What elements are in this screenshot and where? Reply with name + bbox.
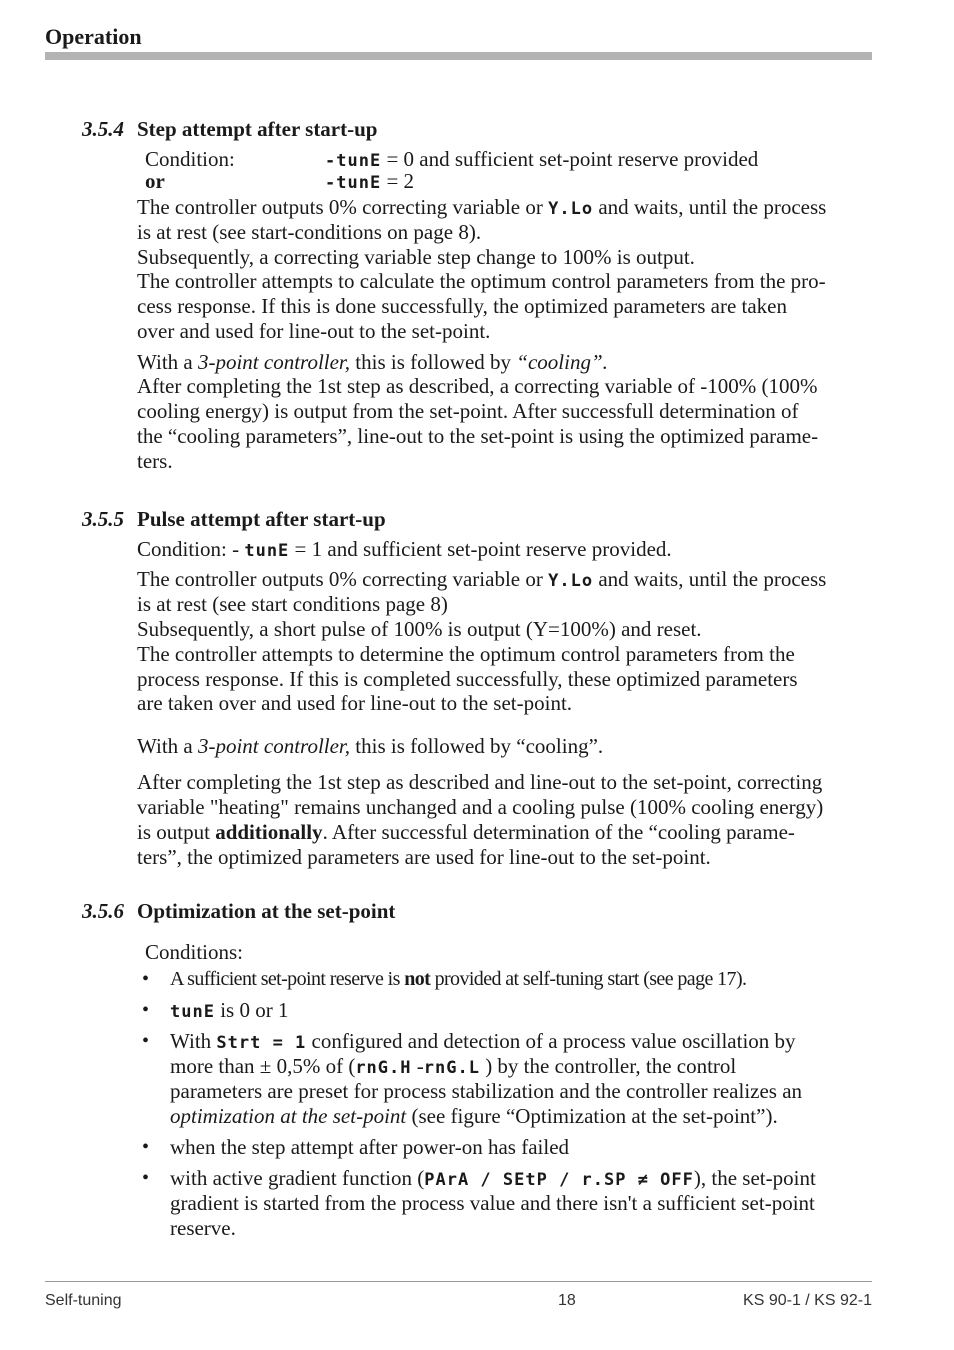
paragraph-line: After completing the 1st step as described, a correcting variable of -100% (100% [137, 374, 818, 398]
section-heading-3-5-6 [82, 899, 395, 924]
paragraph-line [137, 567, 826, 594]
ylo-code: Y.Lo [548, 199, 594, 219]
text: With a [137, 734, 193, 758]
page-header-title: Operation [45, 24, 142, 49]
footer-section: Self-tuning [45, 1292, 122, 1309]
rng-l-code: rnG.L [423, 1058, 480, 1078]
text: - [416, 1054, 424, 1078]
italic-text: “cooling”. [516, 350, 608, 374]
conditions-label: Conditions: [145, 940, 244, 964]
paragraph-line: After completing the 1st step as described and line-out to the set-point, correcting [137, 770, 823, 794]
section-title: Pulse attempt after start-up [137, 507, 386, 531]
gradient-code: PArA / SEtP / r.SP ≠ OFF [424, 1170, 694, 1190]
text: this is followed by “cooling”. [355, 734, 604, 758]
bullet-marker: • [142, 968, 150, 990]
bullet-line [170, 1104, 778, 1129]
bullet-line: parameters are preset for process stabilization and the controller realizes an [170, 1079, 803, 1103]
text: (see figure “Optimization at the set-point”). [411, 1104, 778, 1128]
bullet-line [170, 998, 288, 1025]
paragraph-line: ters. [137, 449, 173, 473]
text: configured and detection of a process value oscillation by [311, 1029, 796, 1053]
condition-label: Condition: - [137, 537, 240, 561]
text: With a [137, 350, 193, 374]
text: this is followed by [355, 350, 512, 374]
paragraph-line [137, 820, 795, 845]
page-number: 18 [558, 1292, 576, 1309]
text: more than ± 0,5% of ( [170, 1054, 356, 1078]
paragraph-line [137, 350, 608, 375]
section-number: 3.5.5 [82, 507, 124, 531]
bullet-line [170, 1029, 796, 1056]
text: . After successful determination of the “cooling parame- [322, 820, 795, 844]
bullet-line: reserve. [170, 1216, 236, 1240]
or-label: or [145, 169, 165, 193]
paragraph-line: process response. If this is completed successfully, these optimized parameters [137, 667, 798, 691]
bullet-line [170, 967, 746, 992]
section-heading-3-5-5 [82, 507, 386, 532]
bullet-marker: • [142, 999, 150, 1021]
paragraph-line: are taken over and used for line-out to the set-point. [137, 691, 573, 715]
text: is 0 or 1 [220, 998, 289, 1022]
ylo-code: Y.Lo [548, 571, 594, 591]
bullet-line [170, 1054, 736, 1081]
text: ), the set-point [693, 1166, 816, 1190]
paragraph-line: cess response. If this is done successfully, the optimized parameters are taken [137, 294, 788, 318]
italic-text: optimization at the set-point [170, 1104, 407, 1128]
bullet-line [170, 1166, 816, 1193]
text: A sufficient set-point reserve is [170, 968, 400, 990]
paragraph-line: The controller attempts to calculate the optimum control parameters from the pro- [137, 269, 826, 293]
paragraph-line: Subsequently, a correcting variable step change to 100% is output. [137, 245, 695, 269]
section-title: Optimization at the set-point [137, 899, 396, 923]
text: ) by the controller, the control [485, 1054, 737, 1078]
bold-text: additionally [215, 820, 323, 844]
text: is output [137, 820, 210, 844]
condition-or-line [145, 169, 415, 194]
text: The controller outputs 0% correcting variable or [137, 567, 543, 591]
tune-code: tunE [244, 541, 290, 561]
condition-text: = 2 [386, 169, 415, 193]
bullet-line: gradient is started from the process value and there isn't a sufficient set-point [170, 1191, 815, 1215]
section-heading-3-5-4 [82, 117, 377, 142]
paragraph-line: Subsequently, a short pulse of 100% is output (Y=100%) and reset. [137, 617, 702, 641]
paragraph-line [137, 195, 826, 222]
tune-code: -tunE [325, 151, 382, 171]
bullet-marker: • [142, 1167, 150, 1189]
text: provided at self-tuning start (see page 17). [434, 968, 747, 990]
condition-text: = 0 and sufficient set-point reserve provided [386, 147, 759, 171]
paragraph-line: cooling energy) is output from the set-point. After successfull determination of [137, 399, 799, 423]
text: The controller outputs 0% correcting variable or [137, 195, 543, 219]
paragraph-line: is at rest (see start conditions page 8) [137, 592, 448, 616]
section-number: 3.5.4 [82, 117, 124, 141]
bullet-line: when the step attempt after power-on has failed [170, 1135, 570, 1159]
condition-text: = 1 and sufficient set-point reserve provided. [294, 537, 672, 561]
rng-h-code: rnG.H [355, 1058, 412, 1078]
strt-code: Strt = 1 [216, 1033, 307, 1053]
bullet-marker: • [142, 1030, 150, 1052]
footer-rule [45, 1281, 872, 1282]
paragraph-line: is at rest (see start-conditions on page 8). [137, 220, 482, 244]
header-bar [45, 52, 872, 60]
tune-code: -tunE [325, 173, 382, 193]
paragraph-line: The controller attempts to determine the optimum control parameters from the [137, 642, 795, 666]
italic-text: 3-point controller, [197, 734, 351, 758]
condition-label: Condition: [145, 147, 235, 171]
section-number: 3.5.6 [82, 899, 124, 923]
bold-text: not [404, 968, 431, 990]
paragraph-line: the “cooling parameters”, line-out to the set-point is using the optimized parame- [137, 424, 819, 448]
italic-text: 3-point controller, [197, 350, 351, 374]
paragraph-line: variable "heating" remains unchanged and a cooling pulse (100% cooling energy) [137, 795, 824, 819]
section-title: Step attempt after start-up [137, 117, 378, 141]
paragraph-line [137, 734, 603, 759]
text: and waits, until the process [598, 195, 827, 219]
text: With [170, 1029, 212, 1053]
condition-line [137, 537, 672, 564]
text: with active gradient function ( [170, 1166, 425, 1190]
bullet-marker: • [142, 1136, 150, 1158]
paragraph-line: ters”, the optimized parameters are used for line-out to the set-point. [137, 845, 711, 869]
footer-product: KS 90-1 / KS 92-1 [743, 1292, 872, 1309]
tune-code: tunE [170, 1002, 215, 1022]
text: and waits, until the process [598, 567, 827, 591]
paragraph-line: over and used for line-out to the set-point. [137, 319, 491, 343]
